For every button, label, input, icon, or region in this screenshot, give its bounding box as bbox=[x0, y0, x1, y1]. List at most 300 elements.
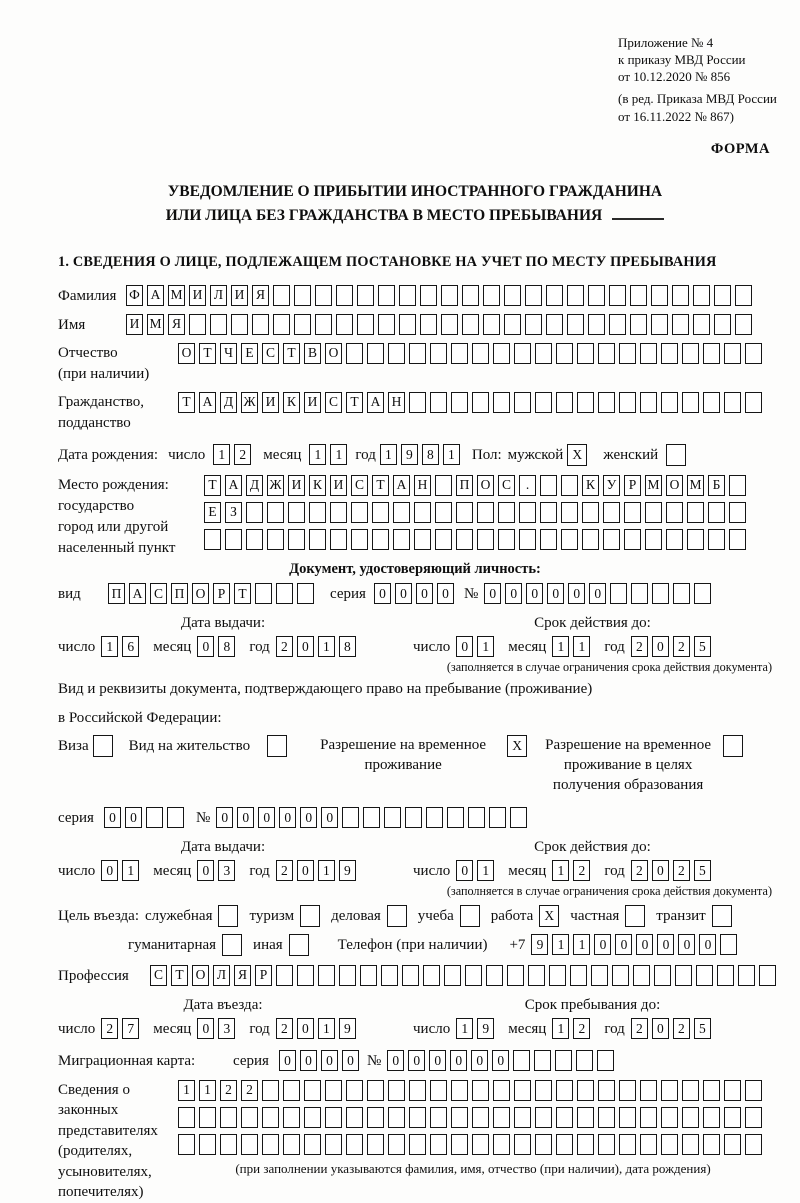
char-cell[interactable] bbox=[598, 1134, 615, 1155]
char-cell[interactable] bbox=[588, 285, 605, 306]
char-cell[interactable] bbox=[549, 965, 566, 986]
char-cell[interactable]: 9 bbox=[339, 1018, 356, 1039]
char-cell[interactable]: Р bbox=[255, 965, 272, 986]
char-cell[interactable]: 1 bbox=[443, 444, 460, 465]
char-cell[interactable] bbox=[225, 529, 242, 550]
char-cell[interactable]: 1 bbox=[213, 444, 230, 465]
char-cell[interactable]: 0 bbox=[279, 807, 296, 828]
char-cell[interactable] bbox=[619, 1134, 636, 1155]
char-cell[interactable]: Ж bbox=[267, 475, 284, 496]
char-cell[interactable]: . bbox=[519, 475, 536, 496]
char-cell[interactable]: 2 bbox=[276, 860, 293, 881]
char-cell[interactable]: О bbox=[178, 343, 195, 364]
char-cell[interactable]: 0 bbox=[484, 583, 501, 604]
char-cell[interactable] bbox=[567, 285, 584, 306]
char-cell[interactable]: 0 bbox=[456, 860, 473, 881]
char-cell[interactable] bbox=[609, 285, 626, 306]
char-cell[interactable] bbox=[609, 314, 626, 335]
char-cell[interactable] bbox=[393, 502, 410, 523]
char-cell[interactable]: 5 bbox=[694, 860, 711, 881]
char-cell[interactable] bbox=[468, 807, 485, 828]
checkbox-purpose-business[interactable] bbox=[387, 905, 407, 927]
char-cell[interactable] bbox=[489, 807, 506, 828]
char-cell[interactable] bbox=[745, 1080, 762, 1101]
char-cell[interactable]: Т bbox=[171, 965, 188, 986]
char-cell[interactable] bbox=[694, 583, 711, 604]
char-cell[interactable]: 0 bbox=[636, 934, 653, 955]
char-cell[interactable] bbox=[504, 314, 521, 335]
char-cell[interactable]: 2 bbox=[276, 1018, 293, 1039]
checkbox-sex-male[interactable]: X bbox=[567, 444, 587, 466]
char-cell[interactable] bbox=[304, 1107, 321, 1128]
char-cell[interactable] bbox=[576, 1050, 593, 1071]
char-cell[interactable] bbox=[388, 1107, 405, 1128]
char-cell[interactable]: 0 bbox=[526, 583, 543, 604]
char-cell[interactable] bbox=[735, 285, 752, 306]
char-cell[interactable] bbox=[556, 343, 573, 364]
char-cell[interactable] bbox=[640, 392, 657, 413]
checkbox-purpose-official[interactable] bbox=[218, 905, 238, 927]
char-cell[interactable]: И bbox=[330, 475, 347, 496]
char-cell[interactable] bbox=[210, 314, 227, 335]
char-cell[interactable] bbox=[745, 392, 762, 413]
char-cell[interactable]: 2 bbox=[631, 860, 648, 881]
char-cell[interactable] bbox=[561, 502, 578, 523]
char-cell[interactable] bbox=[342, 807, 359, 828]
char-cell[interactable] bbox=[724, 392, 741, 413]
char-cell[interactable]: Л bbox=[210, 285, 227, 306]
char-cell[interactable]: 1 bbox=[573, 636, 590, 657]
char-cell[interactable]: 0 bbox=[492, 1050, 509, 1071]
char-cell[interactable] bbox=[640, 1134, 657, 1155]
char-cell[interactable] bbox=[493, 1080, 510, 1101]
char-cell[interactable]: 0 bbox=[374, 583, 391, 604]
char-cell[interactable] bbox=[640, 1080, 657, 1101]
char-cell[interactable] bbox=[745, 343, 762, 364]
char-cell[interactable]: 0 bbox=[125, 807, 142, 828]
char-cell[interactable]: 0 bbox=[387, 1050, 404, 1071]
char-cell[interactable] bbox=[262, 1107, 279, 1128]
char-cell[interactable] bbox=[283, 1134, 300, 1155]
char-cell[interactable] bbox=[661, 392, 678, 413]
char-cell[interactable] bbox=[283, 1080, 300, 1101]
char-cell[interactable] bbox=[220, 1107, 237, 1128]
char-cell[interactable] bbox=[703, 1134, 720, 1155]
char-cell[interactable] bbox=[472, 1107, 489, 1128]
char-cell[interactable]: 0 bbox=[416, 583, 433, 604]
char-cell[interactable] bbox=[504, 285, 521, 306]
char-cell[interactable] bbox=[540, 475, 557, 496]
char-cell[interactable]: 0 bbox=[594, 934, 611, 955]
char-cell[interactable]: С bbox=[498, 475, 515, 496]
char-cell[interactable]: С bbox=[262, 343, 279, 364]
char-cell[interactable]: Т bbox=[204, 475, 221, 496]
char-cell[interactable] bbox=[378, 285, 395, 306]
char-cell[interactable]: 1 bbox=[552, 1018, 569, 1039]
char-cell[interactable] bbox=[409, 392, 426, 413]
char-cell[interactable] bbox=[640, 343, 657, 364]
char-cell[interactable]: Е bbox=[204, 502, 221, 523]
char-cell[interactable]: 0 bbox=[101, 860, 118, 881]
char-cell[interactable] bbox=[435, 529, 452, 550]
char-cell[interactable]: 2 bbox=[673, 636, 690, 657]
char-cell[interactable] bbox=[534, 1050, 551, 1071]
char-cell[interactable] bbox=[724, 1107, 741, 1128]
char-cell[interactable] bbox=[610, 583, 627, 604]
char-cell[interactable] bbox=[276, 583, 293, 604]
checkbox-purpose-private[interactable] bbox=[625, 905, 645, 927]
char-cell[interactable]: М bbox=[168, 285, 185, 306]
char-cell[interactable] bbox=[451, 1080, 468, 1101]
char-cell[interactable]: И bbox=[126, 314, 143, 335]
char-cell[interactable] bbox=[597, 1050, 614, 1071]
char-cell[interactable] bbox=[519, 529, 536, 550]
char-cell[interactable] bbox=[525, 314, 542, 335]
char-cell[interactable] bbox=[672, 285, 689, 306]
char-cell[interactable] bbox=[357, 285, 374, 306]
char-cell[interactable] bbox=[675, 965, 692, 986]
char-cell[interactable]: Ж bbox=[241, 392, 258, 413]
char-cell[interactable]: 0 bbox=[258, 807, 275, 828]
char-cell[interactable] bbox=[652, 583, 669, 604]
char-cell[interactable] bbox=[582, 502, 599, 523]
char-cell[interactable]: 8 bbox=[422, 444, 439, 465]
char-cell[interactable] bbox=[598, 1080, 615, 1101]
char-cell[interactable] bbox=[204, 529, 221, 550]
char-cell[interactable] bbox=[325, 1107, 342, 1128]
char-cell[interactable] bbox=[430, 1134, 447, 1155]
char-cell[interactable]: М bbox=[645, 475, 662, 496]
char-cell[interactable]: М bbox=[687, 475, 704, 496]
char-cell[interactable]: 2 bbox=[573, 860, 590, 881]
char-cell[interactable] bbox=[309, 502, 326, 523]
checkbox-sex-female[interactable] bbox=[666, 444, 686, 466]
char-cell[interactable] bbox=[598, 343, 615, 364]
char-cell[interactable] bbox=[588, 314, 605, 335]
char-cell[interactable] bbox=[414, 529, 431, 550]
char-cell[interactable] bbox=[409, 1107, 426, 1128]
char-cell[interactable]: Д bbox=[220, 392, 237, 413]
char-cell[interactable] bbox=[318, 965, 335, 986]
char-cell[interactable] bbox=[283, 1107, 300, 1128]
char-cell[interactable] bbox=[633, 965, 650, 986]
char-cell[interactable]: 0 bbox=[197, 636, 214, 657]
char-cell[interactable] bbox=[682, 392, 699, 413]
char-cell[interactable]: 0 bbox=[104, 807, 121, 828]
char-cell[interactable] bbox=[262, 1134, 279, 1155]
char-cell[interactable]: И bbox=[262, 392, 279, 413]
char-cell[interactable]: 3 bbox=[218, 1018, 235, 1039]
char-cell[interactable] bbox=[451, 1107, 468, 1128]
char-cell[interactable]: К bbox=[309, 475, 326, 496]
char-cell[interactable] bbox=[540, 502, 557, 523]
char-cell[interactable]: 1 bbox=[101, 636, 118, 657]
char-cell[interactable] bbox=[378, 314, 395, 335]
char-cell[interactable] bbox=[435, 475, 452, 496]
char-cell[interactable] bbox=[426, 807, 443, 828]
char-cell[interactable]: 2 bbox=[220, 1080, 237, 1101]
char-cell[interactable] bbox=[304, 1080, 321, 1101]
char-cell[interactable] bbox=[360, 965, 377, 986]
char-cell[interactable] bbox=[577, 1107, 594, 1128]
char-cell[interactable] bbox=[456, 502, 473, 523]
char-cell[interactable] bbox=[525, 285, 542, 306]
char-cell[interactable] bbox=[535, 1080, 552, 1101]
char-cell[interactable]: 0 bbox=[437, 583, 454, 604]
char-cell[interactable] bbox=[420, 285, 437, 306]
char-cell[interactable]: 7 bbox=[122, 1018, 139, 1039]
char-cell[interactable]: О bbox=[325, 343, 342, 364]
char-cell[interactable]: 1 bbox=[380, 444, 397, 465]
char-cell[interactable] bbox=[519, 502, 536, 523]
char-cell[interactable] bbox=[682, 1134, 699, 1155]
char-cell[interactable] bbox=[367, 1134, 384, 1155]
char-cell[interactable] bbox=[717, 965, 734, 986]
char-cell[interactable] bbox=[567, 314, 584, 335]
char-cell[interactable]: И bbox=[304, 392, 321, 413]
char-cell[interactable]: П bbox=[108, 583, 125, 604]
char-cell[interactable] bbox=[661, 343, 678, 364]
char-cell[interactable]: 5 bbox=[694, 1018, 711, 1039]
char-cell[interactable] bbox=[372, 529, 389, 550]
char-cell[interactable] bbox=[414, 502, 431, 523]
char-cell[interactable] bbox=[315, 314, 332, 335]
checkbox-residence-permit[interactable] bbox=[267, 735, 287, 757]
char-cell[interactable] bbox=[514, 343, 531, 364]
char-cell[interactable]: К bbox=[283, 392, 300, 413]
char-cell[interactable]: 1 bbox=[122, 860, 139, 881]
char-cell[interactable] bbox=[199, 1134, 216, 1155]
char-cell[interactable] bbox=[273, 285, 290, 306]
char-cell[interactable]: 0 bbox=[547, 583, 564, 604]
char-cell[interactable] bbox=[405, 807, 422, 828]
char-cell[interactable] bbox=[645, 529, 662, 550]
char-cell[interactable]: Т bbox=[372, 475, 389, 496]
char-cell[interactable] bbox=[714, 285, 731, 306]
char-cell[interactable] bbox=[631, 583, 648, 604]
char-cell[interactable] bbox=[693, 314, 710, 335]
char-cell[interactable]: О bbox=[192, 583, 209, 604]
checkbox-purpose-transit[interactable] bbox=[712, 905, 732, 927]
char-cell[interactable]: 2 bbox=[241, 1080, 258, 1101]
char-cell[interactable]: 0 bbox=[652, 636, 669, 657]
char-cell[interactable] bbox=[577, 1134, 594, 1155]
char-cell[interactable] bbox=[619, 392, 636, 413]
char-cell[interactable] bbox=[535, 343, 552, 364]
char-cell[interactable]: Р bbox=[213, 583, 230, 604]
char-cell[interactable]: 0 bbox=[450, 1050, 467, 1071]
char-cell[interactable]: С bbox=[325, 392, 342, 413]
char-cell[interactable] bbox=[630, 285, 647, 306]
char-cell[interactable]: 0 bbox=[568, 583, 585, 604]
char-cell[interactable]: Н bbox=[388, 392, 405, 413]
char-cell[interactable] bbox=[514, 1107, 531, 1128]
char-cell[interactable] bbox=[423, 965, 440, 986]
char-cell[interactable] bbox=[465, 965, 482, 986]
char-cell[interactable] bbox=[556, 1080, 573, 1101]
char-cell[interactable]: 2 bbox=[673, 1018, 690, 1039]
char-cell[interactable]: 0 bbox=[321, 1050, 338, 1071]
char-cell[interactable] bbox=[535, 1134, 552, 1155]
char-cell[interactable] bbox=[372, 502, 389, 523]
char-cell[interactable] bbox=[288, 529, 305, 550]
char-cell[interactable]: Б bbox=[708, 475, 725, 496]
char-cell[interactable] bbox=[724, 1134, 741, 1155]
char-cell[interactable]: 1 bbox=[477, 636, 494, 657]
char-cell[interactable] bbox=[666, 529, 683, 550]
char-cell[interactable] bbox=[388, 1080, 405, 1101]
char-cell[interactable] bbox=[346, 1080, 363, 1101]
char-cell[interactable]: 0 bbox=[652, 1018, 669, 1039]
char-cell[interactable] bbox=[577, 343, 594, 364]
char-cell[interactable]: 0 bbox=[615, 934, 632, 955]
char-cell[interactable] bbox=[507, 965, 524, 986]
char-cell[interactable] bbox=[393, 529, 410, 550]
char-cell[interactable] bbox=[598, 1107, 615, 1128]
checkbox-visa[interactable] bbox=[93, 735, 113, 757]
char-cell[interactable] bbox=[561, 529, 578, 550]
char-cell[interactable] bbox=[630, 314, 647, 335]
char-cell[interactable] bbox=[540, 529, 557, 550]
char-cell[interactable] bbox=[339, 965, 356, 986]
char-cell[interactable] bbox=[624, 502, 641, 523]
char-cell[interactable] bbox=[687, 502, 704, 523]
char-cell[interactable] bbox=[441, 314, 458, 335]
char-cell[interactable] bbox=[645, 502, 662, 523]
char-cell[interactable]: 0 bbox=[300, 807, 317, 828]
char-cell[interactable] bbox=[483, 285, 500, 306]
char-cell[interactable] bbox=[654, 965, 671, 986]
char-cell[interactable] bbox=[409, 1080, 426, 1101]
char-cell[interactable] bbox=[555, 1050, 572, 1071]
char-cell[interactable] bbox=[528, 965, 545, 986]
char-cell[interactable]: 0 bbox=[300, 1050, 317, 1071]
char-cell[interactable] bbox=[447, 807, 464, 828]
char-cell[interactable]: У bbox=[603, 475, 620, 496]
char-cell[interactable] bbox=[255, 583, 272, 604]
char-cell[interactable] bbox=[687, 529, 704, 550]
char-cell[interactable] bbox=[735, 314, 752, 335]
char-cell[interactable] bbox=[178, 1107, 195, 1128]
char-cell[interactable] bbox=[294, 314, 311, 335]
char-cell[interactable] bbox=[325, 1134, 342, 1155]
char-cell[interactable]: 9 bbox=[339, 860, 356, 881]
char-cell[interactable] bbox=[199, 1107, 216, 1128]
char-cell[interactable]: 1 bbox=[330, 444, 347, 465]
char-cell[interactable] bbox=[498, 502, 515, 523]
char-cell[interactable] bbox=[472, 1080, 489, 1101]
char-cell[interactable] bbox=[556, 392, 573, 413]
char-cell[interactable]: 0 bbox=[699, 934, 716, 955]
char-cell[interactable]: В bbox=[304, 343, 321, 364]
char-cell[interactable]: 2 bbox=[673, 860, 690, 881]
char-cell[interactable] bbox=[409, 1134, 426, 1155]
char-cell[interactable] bbox=[246, 529, 263, 550]
char-cell[interactable]: Т bbox=[178, 392, 195, 413]
char-cell[interactable] bbox=[402, 965, 419, 986]
char-cell[interactable]: С bbox=[150, 583, 167, 604]
char-cell[interactable] bbox=[619, 343, 636, 364]
char-cell[interactable] bbox=[178, 1134, 195, 1155]
char-cell[interactable] bbox=[591, 965, 608, 986]
char-cell[interactable] bbox=[577, 1080, 594, 1101]
char-cell[interactable] bbox=[493, 1134, 510, 1155]
char-cell[interactable] bbox=[651, 285, 668, 306]
char-cell[interactable]: 0 bbox=[395, 583, 412, 604]
char-cell[interactable] bbox=[430, 1107, 447, 1128]
char-cell[interactable] bbox=[570, 965, 587, 986]
char-cell[interactable] bbox=[430, 1080, 447, 1101]
char-cell[interactable]: Т bbox=[199, 343, 216, 364]
checkbox-purpose-study[interactable] bbox=[460, 905, 480, 927]
char-cell[interactable]: О bbox=[477, 475, 494, 496]
char-cell[interactable] bbox=[384, 807, 401, 828]
char-cell[interactable]: 1 bbox=[318, 860, 335, 881]
char-cell[interactable] bbox=[759, 965, 776, 986]
char-cell[interactable] bbox=[708, 529, 725, 550]
char-cell[interactable] bbox=[430, 343, 447, 364]
char-cell[interactable] bbox=[682, 1107, 699, 1128]
char-cell[interactable] bbox=[351, 529, 368, 550]
char-cell[interactable]: 0 bbox=[342, 1050, 359, 1071]
char-cell[interactable] bbox=[640, 1107, 657, 1128]
char-cell[interactable]: 0 bbox=[505, 583, 522, 604]
char-cell[interactable] bbox=[612, 965, 629, 986]
char-cell[interactable]: Т bbox=[283, 343, 300, 364]
char-cell[interactable] bbox=[399, 314, 416, 335]
char-cell[interactable]: 0 bbox=[297, 1018, 314, 1039]
char-cell[interactable]: Д bbox=[246, 475, 263, 496]
char-cell[interactable]: Я bbox=[168, 314, 185, 335]
char-cell[interactable]: 0 bbox=[408, 1050, 425, 1071]
char-cell[interactable] bbox=[619, 1080, 636, 1101]
char-cell[interactable] bbox=[624, 529, 641, 550]
char-cell[interactable] bbox=[672, 314, 689, 335]
char-cell[interactable] bbox=[346, 1134, 363, 1155]
char-cell[interactable] bbox=[441, 285, 458, 306]
char-cell[interactable]: О bbox=[192, 965, 209, 986]
char-cell[interactable] bbox=[498, 529, 515, 550]
char-cell[interactable]: М bbox=[147, 314, 164, 335]
char-cell[interactable]: Н bbox=[414, 475, 431, 496]
char-cell[interactable] bbox=[693, 285, 710, 306]
char-cell[interactable]: 6 bbox=[122, 636, 139, 657]
char-cell[interactable] bbox=[381, 965, 398, 986]
char-cell[interactable]: 8 bbox=[339, 636, 356, 657]
char-cell[interactable]: 1 bbox=[309, 444, 326, 465]
char-cell[interactable]: З bbox=[225, 502, 242, 523]
char-cell[interactable] bbox=[603, 502, 620, 523]
char-cell[interactable] bbox=[703, 1107, 720, 1128]
char-cell[interactable]: 0 bbox=[279, 1050, 296, 1071]
char-cell[interactable] bbox=[267, 529, 284, 550]
char-cell[interactable]: 1 bbox=[552, 934, 569, 955]
char-cell[interactable]: А bbox=[367, 392, 384, 413]
char-cell[interactable] bbox=[409, 343, 426, 364]
char-cell[interactable] bbox=[493, 343, 510, 364]
checkbox-temp-residence[interactable]: X bbox=[507, 735, 527, 757]
char-cell[interactable]: А bbox=[393, 475, 410, 496]
char-cell[interactable] bbox=[661, 1107, 678, 1128]
char-cell[interactable]: И bbox=[189, 285, 206, 306]
char-cell[interactable]: И bbox=[288, 475, 305, 496]
char-cell[interactable]: 0 bbox=[297, 860, 314, 881]
char-cell[interactable] bbox=[703, 392, 720, 413]
char-cell[interactable] bbox=[241, 1107, 258, 1128]
char-cell[interactable] bbox=[336, 285, 353, 306]
checkbox-temp-residence-education[interactable] bbox=[723, 735, 743, 757]
char-cell[interactable] bbox=[493, 392, 510, 413]
